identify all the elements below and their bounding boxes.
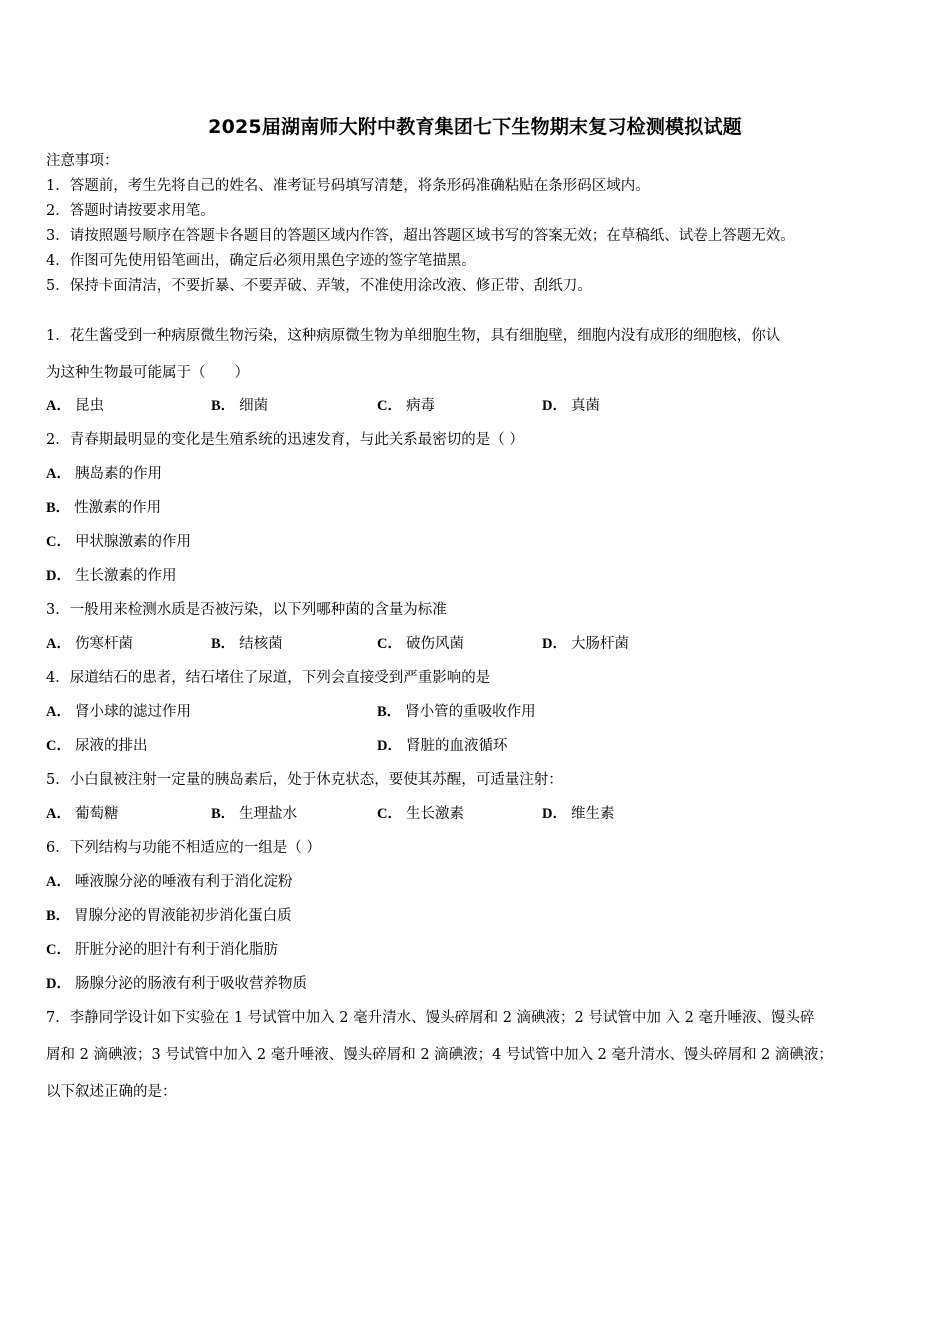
option-text: 维生素	[570, 806, 615, 822]
question-5-stem: 5．小白鼠被注射一定量的胰岛素后，处于休克状态，要使其苏醒，可适量注射：	[46, 772, 563, 788]
option-label: C．	[377, 806, 402, 822]
option-label: B．	[46, 500, 71, 516]
question-1-stem: 1．花生酱受到一种病原微生物污染，这种病原微生物为单细胞生物，具有细胞壁，细胞内没有成形的细胞核，你认	[46, 328, 781, 344]
option-text: 昆虫	[74, 398, 104, 414]
page-title: 2025届湖南师大附中教育集团七下生物期末复习检测模拟试题	[208, 116, 742, 138]
option-text: 唾液腺分泌的唾液有利于消化淀粉	[74, 874, 293, 890]
option-label: A．	[46, 704, 71, 720]
option-label: C．	[46, 942, 71, 958]
question-4-option-c	[46, 736, 147, 756]
option-text: 生长激素的作用	[74, 568, 177, 584]
option-text: 病毒	[405, 398, 435, 414]
option-text: 性激素的作用	[74, 500, 162, 516]
notice-heading: 注意事项：	[46, 153, 119, 169]
question-3-option-c	[377, 634, 464, 654]
question-1-stem-cont: 为这种生物最可能属于（ ）	[46, 365, 249, 381]
option-label: D．	[542, 398, 567, 414]
question-2-stem: 2．青春期最明显的变化是生殖系统的迅速发育，与此关系最密切的是（ ）	[46, 432, 524, 448]
option-text: 肾小管的重吸收作用	[405, 704, 536, 720]
question-3-option-d	[542, 634, 629, 654]
question-6-option-c	[46, 940, 278, 960]
option-text: 肝脏分泌的胆汁有利于消化脂肪	[74, 942, 278, 958]
option-label: A．	[46, 636, 71, 652]
option-text: 真菌	[570, 398, 600, 414]
question-6-stem: 6．下列结构与功能不相适应的一组是（ ）	[46, 840, 321, 856]
notice-item: 2．答题时请按要求用笔。	[46, 203, 215, 219]
question-7-stem-cont: 以下叙述正确的是：	[46, 1084, 177, 1100]
option-label: B．	[46, 908, 71, 924]
option-label: C．	[377, 398, 402, 414]
notice-item: 1．答题前，考生先将自己的姓名、准考证号码填写清楚，将条形码准确粘贴在条形码区域内。	[46, 178, 650, 194]
question-1-option-c	[377, 396, 435, 416]
option-text: 细菌	[239, 398, 269, 414]
question-6-option-a	[46, 872, 292, 892]
notice-item: 3．请按照题号顺序在答题卡各题目的答题区域内作答，超出答题区域书写的答案无效；在草稿纸、试卷上答题无效。	[46, 228, 795, 244]
option-text: 葡萄糖	[74, 806, 119, 822]
option-text: 尿液的排出	[74, 738, 148, 754]
option-label: D．	[542, 636, 567, 652]
question-5-option-a	[46, 804, 118, 824]
option-text: 胃腺分泌的胃液能初步消化蛋白质	[74, 908, 292, 924]
option-label: D．	[542, 806, 567, 822]
option-label: C．	[377, 636, 402, 652]
option-label: D．	[46, 976, 71, 992]
option-label: A．	[46, 874, 71, 890]
question-4-stem: 4．尿道结石的患者，结石堵住了尿道，下列会直接受到严重影响的是	[46, 670, 491, 686]
question-7-stem-cont: 屑和 2 滴碘液；3 号试管中加入 2 毫升唾液、馒头碎屑和 2 滴碘液；4 号试管中加入 2 毫升清水、馒头碎屑和 2 滴碘液；	[46, 1047, 833, 1063]
notice-item: 5．保持卡面清洁，不要折暴、不要弄破、弄皱，不准使用涂改液、修正带、刮纸刀。	[46, 278, 592, 294]
option-text: 结核菌	[239, 636, 283, 652]
question-6-option-b	[46, 906, 292, 926]
option-text: 肠腺分泌的肠液有利于吸收营养物质	[74, 976, 307, 992]
option-label: B．	[211, 636, 236, 652]
question-6-option-d	[46, 974, 307, 994]
option-label: A．	[46, 398, 71, 414]
question-5-option-c	[377, 804, 464, 824]
option-text: 破伤风菌	[405, 636, 464, 652]
option-text: 大肠杆菌	[570, 636, 629, 652]
question-4-option-b	[377, 702, 536, 722]
question-2-option-c	[46, 532, 191, 552]
question-1-option-d	[542, 396, 600, 416]
option-label: B．	[211, 398, 236, 414]
option-text: 伤寒杆菌	[74, 636, 133, 652]
option-label: C．	[46, 738, 71, 754]
option-label: A．	[46, 806, 71, 822]
option-label: B．	[211, 806, 236, 822]
option-label: D．	[46, 568, 71, 584]
question-2-option-b	[46, 498, 161, 518]
option-text: 胰岛素的作用	[74, 466, 162, 482]
option-label: B．	[377, 704, 402, 720]
question-5-option-d	[542, 804, 614, 824]
option-text: 肾脏的血液循环	[405, 738, 508, 754]
question-1-option-b	[211, 396, 268, 416]
option-label: D．	[377, 738, 402, 754]
option-text: 生长激素	[405, 806, 464, 822]
option-text: 肾小球的滤过作用	[74, 704, 191, 720]
question-3-option-a	[46, 634, 133, 654]
question-7-stem: 7．李静同学设计如下实验在 1 号试管中加入 2 毫升清水、馒头碎屑和 2 滴碘液；2 号试管中加 入 2 毫升唾液、馒头碎	[46, 1010, 815, 1026]
question-2-option-d	[46, 566, 176, 586]
question-4-option-a	[46, 702, 191, 722]
option-label: A．	[46, 466, 71, 482]
notice-item: 4．作图可先使用铅笔画出，确定后必须用黑色字迹的签字笔描黑。	[46, 253, 476, 269]
question-1-option-a	[46, 396, 104, 416]
option-label: C．	[46, 534, 71, 550]
option-text: 生理盐水	[239, 806, 298, 822]
question-3-option-b	[211, 634, 283, 654]
question-2-option-a	[46, 464, 162, 484]
option-text: 甲状腺激素的作用	[74, 534, 191, 550]
question-3-stem: 3．一般用来检测水质是否被污染，以下列哪种菌的含量为标准	[46, 602, 447, 618]
question-4-option-d	[377, 736, 507, 756]
question-5-option-b	[211, 804, 297, 824]
